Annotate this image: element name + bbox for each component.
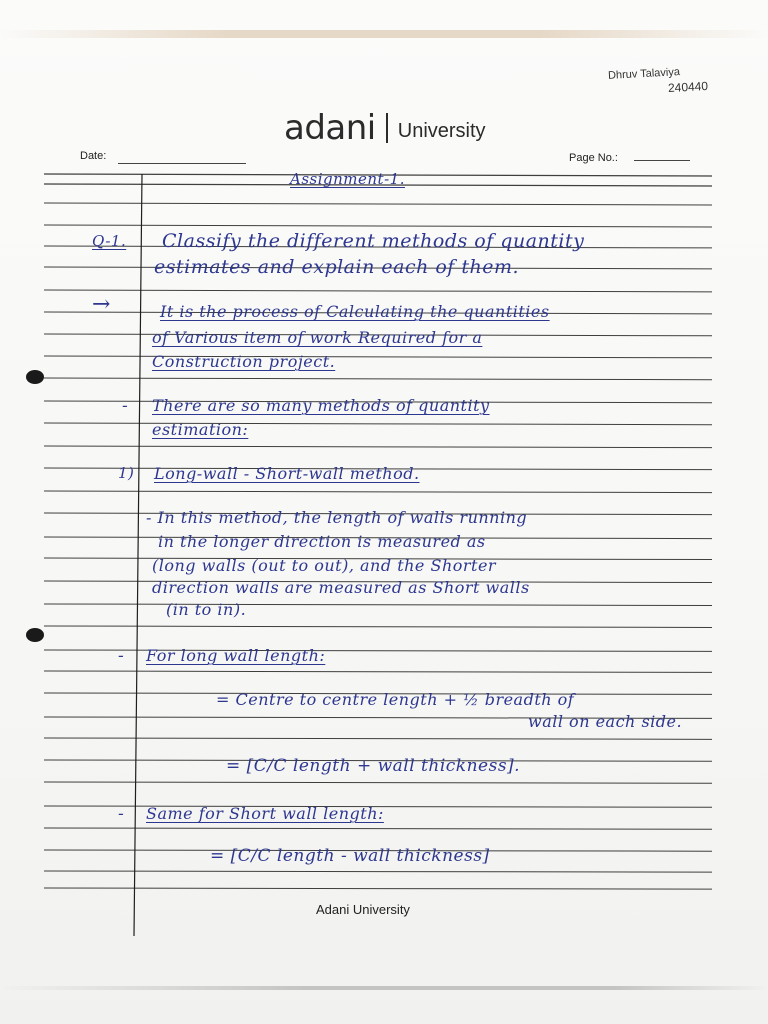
long-wall-formula: wall on each side. <box>528 712 683 731</box>
ruled-line <box>44 650 712 651</box>
ruled-line <box>44 378 712 380</box>
bullet-dash: - <box>118 646 125 666</box>
short-wall-result: = [C/C length - wall thickness] <box>210 846 490 866</box>
method-number: 1) <box>118 464 135 482</box>
ruled-line <box>44 225 712 227</box>
question-line: estimates and explain each of them. <box>154 256 520 278</box>
ruled-line <box>44 671 712 672</box>
ruled-line <box>44 626 712 627</box>
ruled-line <box>44 290 712 292</box>
bullet-dash: - <box>122 396 129 416</box>
short-wall-heading: Same for Short wall length: <box>146 804 384 823</box>
long-wall-formula: = Centre to centre length + ½ breadth of <box>216 690 575 709</box>
answer-line: Construction project. <box>152 352 336 371</box>
description-line: in the longer direction is measured as <box>158 532 486 551</box>
answer-line: of Various item of work Required for a <box>152 328 483 347</box>
answer-line: It is the process of Calculating the quantities <box>160 302 550 321</box>
ruled-line <box>44 604 712 605</box>
student-name: Dhruv Talaviya <box>607 66 681 82</box>
logo-suffix: University <box>397 119 486 142</box>
methods-intro-line: estimation: <box>152 420 249 439</box>
page-number-blank-line <box>634 160 690 161</box>
question-marker: Q-1. <box>92 232 127 250</box>
long-wall-result: = [C/C length + wall thickness]. <box>226 756 521 776</box>
ruled-line <box>44 782 712 783</box>
date-label: Date: <box>80 150 107 162</box>
bullet-dash: - <box>118 804 125 824</box>
logo-brand: adani <box>284 108 376 148</box>
long-wall-heading: For long wall length: <box>146 646 326 665</box>
ruled-line <box>44 423 712 425</box>
page-footer: Adani University <box>316 902 410 917</box>
university-logo <box>284 108 486 148</box>
date-blank-line <box>118 163 246 164</box>
description-line: (long walls (out to out), and the Shorter <box>152 556 497 575</box>
ruled-line <box>44 491 712 493</box>
method-title: Long-wall - Short-wall method. <box>154 464 420 483</box>
assignment-title: Assignment-1. <box>290 170 405 188</box>
description-line: - In this method, the length of walls running <box>146 508 528 527</box>
ruled-line <box>44 888 712 889</box>
ruled-line <box>44 828 712 829</box>
ruled-line <box>44 871 712 872</box>
ruled-line <box>44 356 712 358</box>
methods-intro-line: There are so many methods of quantity <box>152 396 490 415</box>
question-line: Classify the different methods of quantity <box>162 230 585 252</box>
student-id: 240440 <box>667 78 709 96</box>
answer-arrow: → <box>92 292 111 317</box>
punch-hole <box>26 628 44 642</box>
description-line: (in to in). <box>166 600 247 619</box>
punch-hole <box>26 370 44 384</box>
logo-divider <box>386 113 388 143</box>
margin-line <box>134 174 142 936</box>
page-number-label: Page No.: <box>569 152 618 164</box>
ruled-line <box>44 203 712 205</box>
description-line: direction walls are measured as Short walls <box>152 578 530 597</box>
ruled-line <box>44 446 712 448</box>
ruled-line <box>44 738 712 739</box>
